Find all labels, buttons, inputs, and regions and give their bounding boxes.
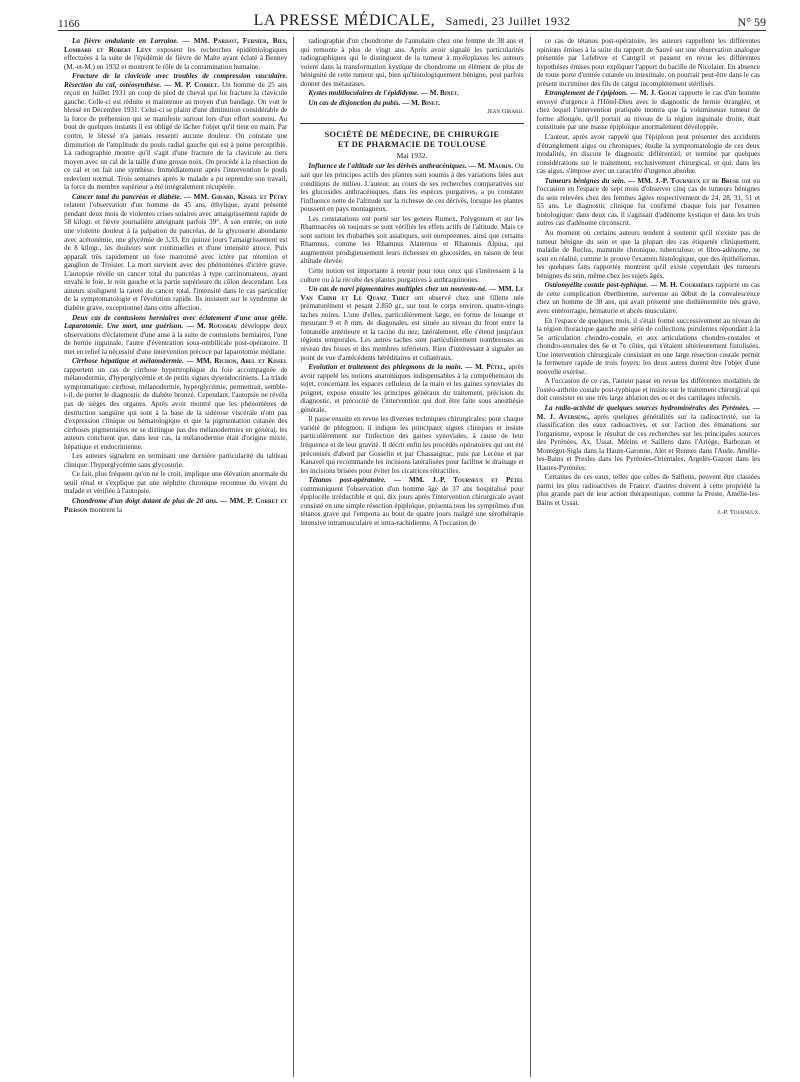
article-authors: — M. Binet. (420, 89, 459, 98)
page-number: 1166 (58, 18, 80, 30)
column-middle (293, 37, 529, 1077)
article-text: Un homme de 25 ans reçoit en Juillet 1931 un coup de pied de cheval qui lui fracture la clavicule gauche. Celle-ci est réduite et maintenue au moyen d'un bandage. On voit le blessé en Décembre 1931. Celui-ci se plaint d'une diminution considérable de la force de préhension qui se manifeste surtout lors d'un effort soutenu. Au bout de quelques instants il est obligé de lâcher l'objet qu'il tient en main. Par contre, le blessé n'a jamais ressenti aucune douleur. On constate une diminution de l'amplitude du pouls radial gauche qui est à peine perceptible. La radiographie montre qu'il s'agit d'une fracture de la clavicule au tiers moyen avec un cal de la taille d'une grosse noix. On procède à la résection de ce cal et on fait une synthèse. Immédiatement après l'intervention le pouls redevient normal. Trois semaines après le malade a pu reprendre son travail, la force du membre supérieur a été intégralement récupérée. (64, 80, 288, 192)
article-authors: — M. J. Averseng, (536, 403, 760, 421)
article-paragraph (300, 476, 523, 527)
article-text: Au moment où certains auteurs tendent à soutenir qu'il n'existe pas de tumeur bénigne du sein et que la plupart des cas étiquetés cliniquement, maladie de Reclus, mammite chronique, tuberculose, et fibro-adénome, ne sont en réalité, comme le prouve l'examen histologique, que des épithéliomas, les quelques faits rapportés montrent qu'il existe cependant des tumeurs bénignes du sein, même chez les sujets âgés. (536, 229, 760, 280)
article-paragraph (64, 193, 287, 313)
article-text: Cette notion est importante à retenir pour tous ceux qui s'intéressent à la culture ou à la récolte des plantes purgatives à anthraquinones. (300, 267, 524, 284)
society-title-2: ET DE PHARMACIE DE TOULOUSE (337, 139, 487, 149)
article-title: La radio-activité de quelques sources hydrominérales des Pyrénées. (544, 403, 751, 412)
article-paragraph (64, 470, 287, 496)
journal-title-line (118, 12, 706, 30)
article-authors: — MM. P. Corret et Pierson (64, 496, 288, 514)
article-title: Chondrome d'un doigt datant de plus de 20 ans. (72, 496, 218, 505)
article-text: rapporte le cas d'un homme envoyé d'urgence à l'Hôtel-Dieu avec le diagnostic de hernie étranglée, et chez lequel l'intervention pratiquée montra que la volumineuse tumeur de forme allongée, qu'il portait au niveau de la région inguinale droite, était constituée par une masse épiploïque anormalement développée. (536, 89, 760, 132)
article-text: L'auteur, après avoir rappelé que l'épiploon peut présenter des accidents d'étranglement aigus ou chroniques; étudie la symptomatologie de ces deux modalités, en discute le diagnostic différentiel, et termine par quelques considérations sur le traitement, exclusivement chirurgical, et qui, dans les cas aigus, s'impose avec un caractère d'urgence absolue. (536, 133, 760, 176)
article-text: rapporte un cas de cette complication éberthienne, survenue au début de la convalescence chez un homme de 38 ans, qui avait présenté une dothiénentérie très grave, avec entérorragie, hématurie et abcès musculaire. (536, 281, 760, 315)
article-text: Certaines de ces eaux, telles que celles de Saillens, peuvent être classées parmi les plus radioactives de France: d'autres doivent à cette propriété la plus grande part de leur action thérapeutique, comme la Preste, Amélie-les-Bains et Ussat. (536, 473, 760, 507)
article-title: La fièvre ondulante en Lorraine. (72, 37, 179, 45)
article-text: Il passe ensuite en revue les diverses techniques chirurgicales: pour chaque variété de phlegmon, il indique les principaux signes cliniques et insiste particulièrement sur l'infection des gaines synoviales, à cause de leur fréquence et de leur gravité. Il décrit enfin les procédés opératoires qui ont été préconisés d'abord par Gosselin et par Chassaignac, puis par Lecène et par Kanavel qui recommande les incisions latéralisées pour faciliter le drainage et les incisions brisées pour éviter les cicatrices rétractiles. (300, 415, 524, 475)
article-paragraph (64, 452, 287, 469)
article-authors: — MM. Girard, Kissel et Pétry (183, 192, 288, 201)
article-title: Cancer total du pancréas et diabète. (72, 192, 182, 201)
article-paragraph (537, 229, 760, 280)
article-text: Les auteurs signalent en terminant une dernière particularité du tableau clinique: l'hyperglycémie sans glycosurie. (64, 452, 288, 469)
article-authors: — MM. Parisot, Fernier, Bies, Lombard et Robert Lévy (64, 37, 288, 54)
article-paragraph (300, 99, 523, 108)
article-text: Ce fait, plus fréquent qu'on ne le croit, implique une élévation anormale du seuil rénal et s'explique par une néphrite chronique reconnue du vivant du malade et vérifiée à l'autopsie. (64, 470, 288, 496)
article-text: communiquent l'observation d'un homme âgé de 37 ans hospitalisé pour épiplocèle irréductible et qui, dix jours après l'intervention chirurgicale ayant consisté en une simple résection épiploïque, présenta tous les symptômes d'un tétanos grave qui l'emporta au bout de quatre jours malgré une sérothérapie intensive intramusculaire et intra-rachidienne. A l'occasion de (300, 484, 524, 527)
column-right (530, 37, 766, 1077)
article-authors: — M. Maurin. (468, 162, 514, 171)
article-text: ont observé chez une fillette née prématurément et pesant 2.850 gr., sur tout le corps environ, quatre-vingts taches noires. L'une d'elles, particulièrement large, en forme de losange et mesurant 9 et 8 mm. de diagonales, est située au niveau du front entre la fontanelle antérieure et la racine du nez; latéralement, elle s'étend jusqu'aux régions temporales. Les autres taches sont particulièrement nombreuses au niveau des fesses et des membres inférieurs. Rien d'intéressant à signaler au point de vue d'antécédents héréditaires et collatéraux. (300, 293, 524, 362)
article-authors: — M. H. Coursières (650, 281, 714, 290)
article-paragraph (300, 89, 523, 98)
article-paragraph (537, 281, 760, 315)
society-date: Mai 1932. (396, 150, 428, 160)
article-paragraph (64, 357, 287, 451)
article-text: rapportent un cas de cirrhose hypertrophique du foie accompagnée de mélanodermie, d'hyperglycémie et de petits signes dysendocriniens. La triade symptomatique: cirrhose, mélanodermie, hyperglycémie, permettrait, semble-t-il, de porter le diagnostic de diabète bronzé. Cependant, l'autopsie ne révéla pas de sièges des organes. Après avoir montré que les phénomènes de destruction sanguine qui sont à la base de la sidérose viscérale n'ont pas d'expression clinique ou hématologique et que la pigmentation cutanée des cirrhoses pigmentaires ne se distingue pas des mélanodermies en général, les auteurs concluent que, dans leur cas, la mélanodermie était d'origine mixte, hépatique et endocrinienne. (64, 365, 288, 451)
article-paragraph (64, 37, 287, 71)
article-paragraph (64, 497, 287, 514)
article-text: après avoir rappelé les notions anatomiques indispensables à la compréhension du sujet, concernant les espaces celluleux de la main et les gaines synoviales du poignet, expose ensuite les principes généraux du traitement, précision du diagnostic, et précocité de l'intervention qui doit être faite sous anesthésie générale. (300, 363, 524, 414)
article-text: ont eu l'occasion en l'espace de sept mois d'observer cinq cas de tumeurs bénignes du sein relevées chez des femmes âgées respectivement de 24, 28, 31, 51 et 55 ans. Le diagnostic clinique fut confirmé chaque fois par l'examen histologique: dans deux cas, il s'agissait d'adénome kystique et dans les trois autres cas d'adénome circonscrit. (536, 176, 760, 228)
article-title: Ostéomyélite costale post-typhique. (544, 281, 649, 290)
article-paragraph (300, 162, 523, 213)
article-paragraph (537, 37, 760, 88)
article-paragraph (537, 404, 760, 472)
article-title: Tétanos post-opératoire. (308, 476, 386, 485)
article-title: Influence de l'altitude sur les dérivés anthracéniques. (308, 162, 467, 171)
article-paragraph (537, 317, 760, 377)
article-title: Fracture de la clavicule avec troubles de compression vasculaire. Résection du cal, ostéosynthèse. (64, 72, 288, 89)
article-paragraph (64, 314, 287, 357)
article-title: Kystes multiloculaires de l'épididyme. (308, 89, 419, 98)
issue-number: N° 59 (737, 15, 766, 29)
article-title: Deux cas de contusions herniaires avec éclatement d'une anse grêle. Laparotomie. Une mort, une guérison. (64, 313, 288, 331)
article-text: Les constatations ont porté sur les genres Rumex, Polygonum et sur les Rhamnacées où toujours se sont vérifiés les effets actifs de l'altitude. Mais ce sont surtout les rhubarbes soit asiatiques, soit européennes, ainsi que certains Rhamnus, comme les Rhamnus Alaternus et Rhamnus Alpina, qui augmentent prodigieusement leurs richesses en glucosides, en raison de leur altitude élevée. (300, 214, 524, 266)
article-paragraph (537, 177, 760, 228)
article-paragraph (537, 473, 760, 507)
article-paragraph (300, 37, 523, 88)
article-text: A l'occasion de ce cas, l'auteur passe en revue les différentes modalités de l'ostéo-arthrite costale post-typhique et insiste sur le traitement chirurgical qui doit consister en une très large ablation des os et des cartilages infectés. (536, 377, 760, 403)
column-left (58, 37, 293, 1077)
article-authors: — M. Pétel, (465, 363, 506, 372)
article-title: Evolution et traitement des phlegmons de la main. (308, 363, 463, 372)
society-title-1: SOCIÉTÉ DE MÉDECINE, DE CHIRURGIE (324, 129, 500, 139)
article-authors: — MM. J.-P. Tourneux et de Bruse (627, 176, 740, 185)
article-text: relatent l'observation d'un homme de 45 ans, éthylique, ayant présenté pendant deux mois de violentes crises solaires avec amaigrissement rapide de 58 kilogr. et fièvre journalière atteignant parfois 39°. A son entrée, on note une violente douleur à la palpation du pancréas, de la glycosurie abondante avec acétonémie, une glycémie de 3,33. En quinze jours l'amaigrissement est de 8 kilogr., les douleurs sont continuelles et d'une intensité atroce. Puis apparaît très rapidement un foie marronné avec ictère par rétention et ganglion de Troisier. La mort survient avec des phénomènes d'ictère grave. L'autopsie révèle un cancer total du pancréas à type carcinomateux, ayant envahi le foie, le rein gauche et la partie supérieure du côlon descendant. Les auteurs soulignent la rareté du cancer total, l'intensité dans le cas particulier de la symptomatologie et l'évolution rapide. Ils insistent sur le syndrome de diabète grave, exceptionnel dans cette affection. (64, 201, 288, 312)
article-text: exposent les recherches épidémiologiques effectuées à la suite de l'épidémie de fièvre de Malte ayant éclaté à Benney (M.-et-M.) en 1932 et montrent le rôle de la contamination humaine. (64, 45, 288, 71)
article-authors: — MM. Le Van Chinh et Le Quanz Thiet (300, 285, 524, 302)
article-title: Tumeurs bénignes du sein. (544, 176, 626, 185)
article-text: On sait que les principes actifs des plantes sont soumis à des variations liées aux conditions de milieu. L'auteur, au cours de ses recherches comparatives sur les glucosides anthracéniques, dans les espèces purgatives, a pu constater l'influence nette de l'altitude sur la richesse de ces dérivés, lorsque les plantes poussent en pays montagneux. (300, 162, 524, 214)
article-text: développe deux observations d'éclatement d'une anse à la suite de contusions herniaires, l'une de hernie inguinale, l'autre d'éventration sous-ombilicale post-opératoire. Il met en relief la nécessité d'une intervention précoce par laparotomie médiane. (64, 322, 288, 356)
article-paragraph (300, 285, 523, 362)
article-paragraph (537, 377, 760, 403)
article-title: Un cas de nævi pigmentaires multiples chez un nouveau-né. (308, 285, 488, 294)
article-paragraph (537, 89, 760, 132)
article-text: En l'espace de quelques mois, il s'était formé successivement au niveau de la région thoracique gauche une série de collections purulentes répondant à la 5e articulation chondro-costale, et aux articulations chondro-costales et chondro-sternales des 6e et 7e côtes, qui s'étaient ultérieurement fistulisées. Une intervention chirurgicale consistant en une large résection costale permit la fermeture rapide de trois foyers: les deux autres durent être l'objet d'une nouvelle exérèse. (536, 316, 760, 376)
article-authors: — MM. Richon, Abel et Kissel (186, 357, 288, 366)
article-paragraph (300, 363, 523, 414)
article-authors: — M. P. Corret. (164, 80, 219, 89)
article-paragraph (300, 267, 523, 284)
article-authors: — M. J. Gouzi (630, 89, 677, 98)
article-title: Etranglement de l'épiploon. (544, 89, 628, 98)
article-authors: — M. Binet. (402, 98, 441, 107)
columns (58, 37, 766, 1077)
article-title: Cirrhose hépatique et mélanodermie. (72, 357, 184, 366)
article-paragraph (300, 215, 523, 266)
article-paragraph (537, 133, 760, 176)
article-text: radiographie d'un chondrome de l'annulaire chez une femme de 38 ans et qui remonte à plus de vingt ans. Après avoir signalé les particularités radiographiques qui le distinguent de la tumeur à myéloplaxes les auteurs voient dans la transformation kystique de chondrome un élément de plus de bénignité de cette tumeur qui, bien qu'histologiquement bénigne, peut parfois donner des métastases. (300, 37, 524, 88)
signature-girard: Jean Girard. (487, 108, 524, 116)
issue-date: Samedi, 23 Juillet 1932 (445, 14, 571, 28)
article-authors: — MM. J.-P. Tourneux et Pétel (393, 476, 524, 485)
article-title: Un cas de disjonction du pubis. (308, 98, 401, 107)
article-text: montrent la (87, 505, 123, 514)
article-text: ce cas de tétanos post-opératoire, les auteurs rappellent les différentes opinions émises à la suite du rapport de Sauvé sur une observation analogue présentée par Lefebvre et Cantgril et passent en revue les différentes hypothèses émises pour expliquer l'apport du bacille de Nicolaier. En absence de toute porte d'entrée cutanée ou intestinale, on pourrait peut-être dans le cas présent incriminer des fils de catgut incomplètement stérilisés. (536, 37, 760, 88)
journal-name: LA PRESSE MÉDICALE, (253, 12, 436, 29)
article-paragraph (64, 72, 287, 192)
society-heading (300, 123, 523, 161)
article-authors: — M. Rousseau (186, 322, 238, 331)
page-header (58, 0, 766, 31)
signature-tourneux: J.-P. Tourneux. (717, 508, 760, 516)
article-text: après quelques généralités sur la radioactivité, sur la classification des eaux radioactives, et sur l'action des émanations sur l'organisme, expose le résultat de ces recherches sur les principales sources des Pyrénées, Ax, Ussat, Mérins et Saillens dans l'Ariège, Barbozan et Montégut-Sigla dans la Haute-Garonne, Alet et Rennes dans l'Aude, Amélie-les-Bains et Presles dans les Pyrénées-Orientales, Argelès-Gazost dans les Hautes-Pyrénées. (536, 412, 760, 472)
article-paragraph (300, 415, 523, 475)
